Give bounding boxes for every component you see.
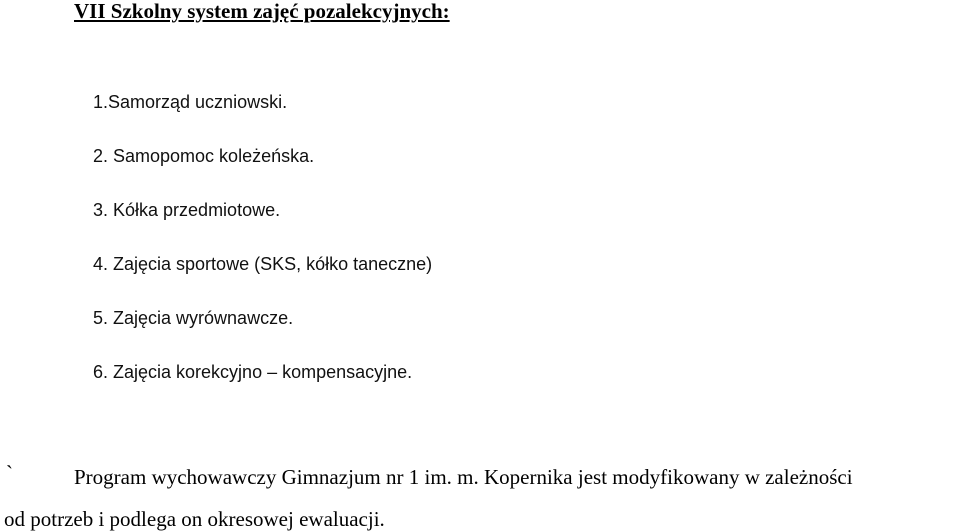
list-item: 5. Zajęcia wyrównawcze. <box>93 308 294 328</box>
list-item: 2. Samopomoc koleżeńska. <box>93 146 315 166</box>
list-item: 4. Zajęcia sportowe (SKS, kółko taneczne) <box>93 254 433 274</box>
list-item: 3. Kółka przedmiotowe. <box>93 200 281 220</box>
stray-tick-mark: ` <box>6 461 13 485</box>
list-item: 6. Zajęcia korekcyjno – kompensacyjne. <box>93 362 413 382</box>
paragraph-line-1: Program wychowawczy Gimnazjum nr 1 im. m. Kopernika jest modyfikowany w zależności <box>74 465 853 489</box>
paragraph-line-2: od potrzeb i podlega on okresowej ewaluacji. <box>4 507 385 531</box>
list-item: 1.Samorząd uczniowski. <box>93 92 288 112</box>
section-heading: VII Szkolny system zajęć pozalekcyjnych: <box>74 0 450 23</box>
